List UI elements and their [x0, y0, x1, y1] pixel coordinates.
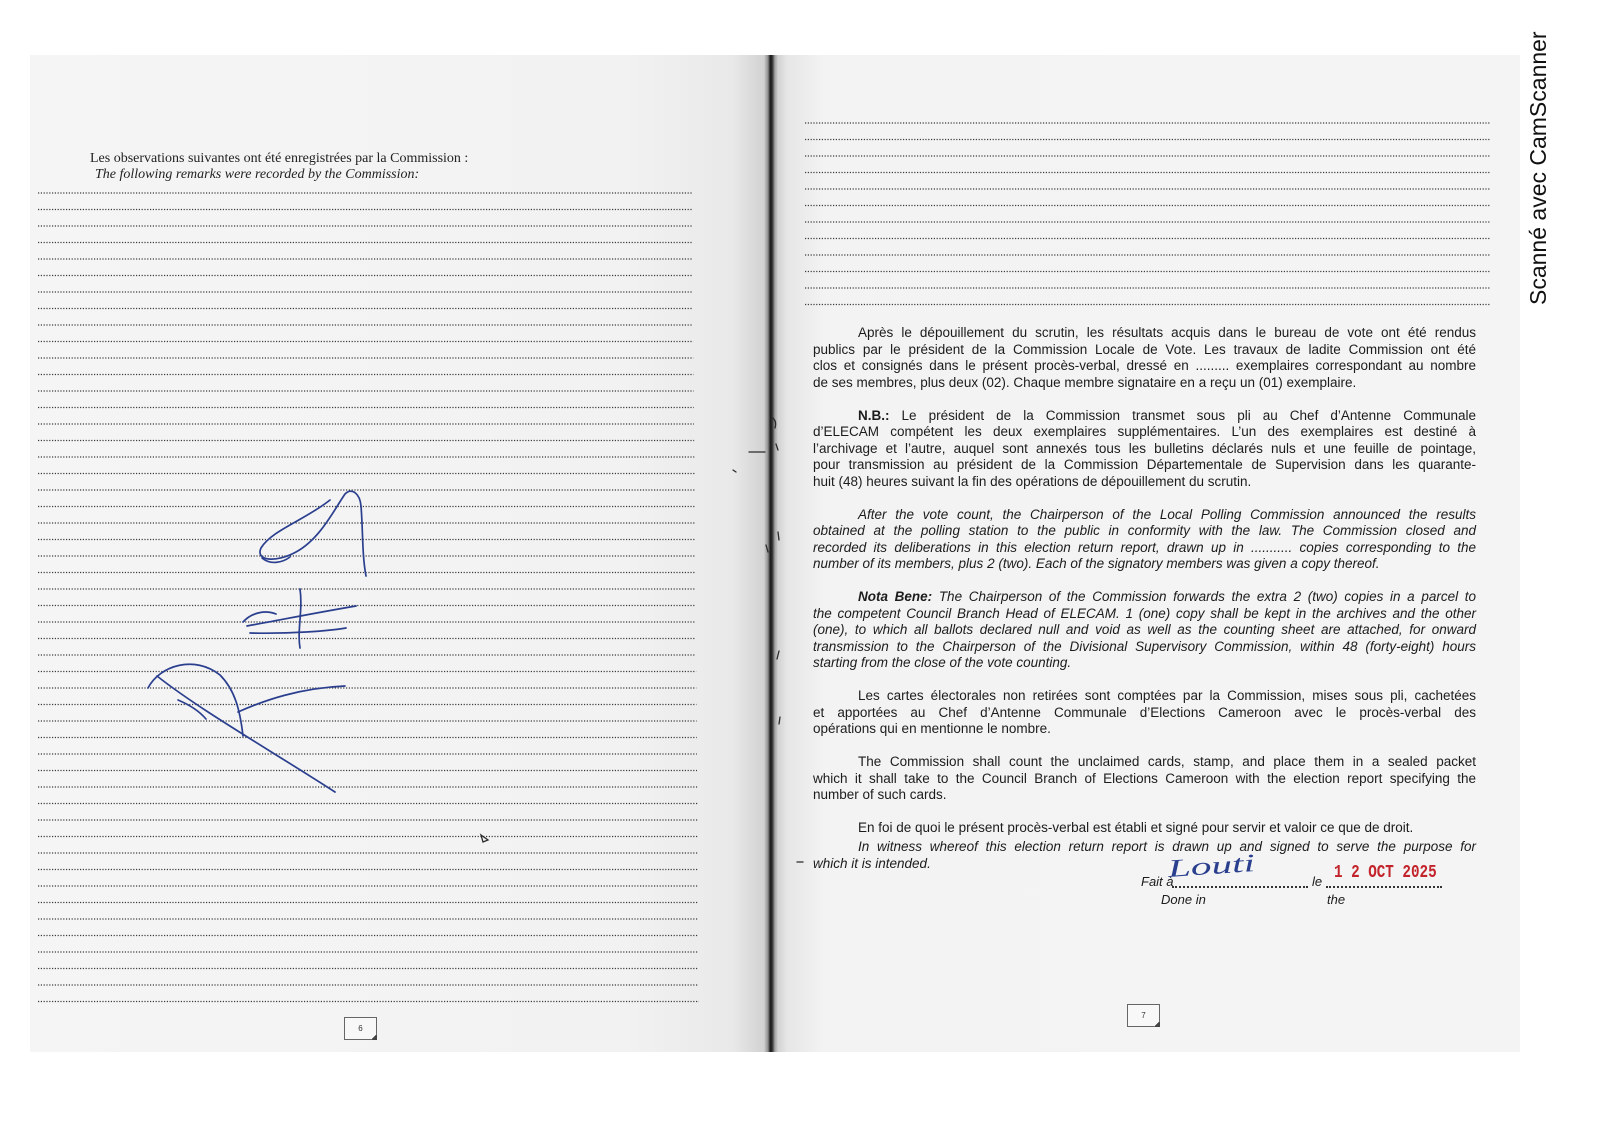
handwritten-stroke [250, 628, 346, 633]
text-line: et apportées au Chef d’Antenne Communale d’Elections Cameroon avec le procès-verbal des [813, 704, 1476, 720]
text-line: obtained at the polling station to the public in conformity with the law. The Commission closed and [813, 523, 1476, 538]
date-label-en: the [1327, 892, 1346, 907]
date-stamp: 1 2 OCT 2025 [1334, 861, 1437, 883]
place-label-fr: Fait à [1141, 874, 1174, 889]
text-line: opérations qui en mentionne le nombre. [813, 721, 1051, 736]
date-label-fr: le [1312, 874, 1323, 889]
line-text: Le président de la Commission transmet sous pli au Chef d’Antenne Communale [901, 407, 1476, 423]
cards-paragraph-en [813, 754, 1476, 804]
text-line: (one), to which all ballots declared null and void as well as the counting sheet are attached, for onward [813, 622, 1476, 637]
scan-speck [779, 717, 780, 724]
remarks-heading-fr: Les observations suivantes ont été enregistrées par la Commission : [90, 151, 469, 166]
nb-paragraph-en [813, 589, 1476, 672]
nota-bene-label: Nota Bene: [858, 589, 933, 604]
text-line: publics par le président de la Commission Locale de Vote. Les travaux de ladite Commission ont été [813, 341, 1476, 357]
scan-speck [778, 532, 779, 540]
scanner-watermark: Scanné avec CamScanner [1525, 31, 1551, 305]
handwritten-stroke [260, 491, 366, 576]
text-line: d’ELECAM compétent les deux exemplaires supplémentaires. L’un des exemplaires est destiné à [813, 424, 1476, 439]
text-line [813, 589, 1476, 606]
handwritten-stroke [157, 676, 335, 792]
nb-paragraph-fr [813, 408, 1476, 491]
witness-line-fr: En foi de quoi le présent procès-verbal est établi et signé pour servir et valoir ce que de droit. [858, 820, 1414, 835]
text-line: After the vote count, the Chairperson of the Local Polling Commission announced the results [858, 506, 1476, 522]
text-line: number of such cards. [813, 787, 947, 802]
text-line: transmission to the Chairperson of the Divisional Supervisory Commission, within 48 (forty-eight) hours [813, 638, 1476, 654]
text-line: clos et consignés dans le présent procès-verbal, dressé en ......... exemplaires correspondant au nombre [813, 358, 1476, 373]
scan-speck [776, 444, 778, 450]
text-line: l’archivage et l’autre, auquel sont annexés tous les bulletins déclarés nuls et une feuille de pointage, [813, 440, 1476, 456]
handwritten-place: Louti [1167, 849, 1256, 883]
page-number: 7 [1127, 1004, 1160, 1027]
text-line: pour transmission au président de la Commission Départementale de Supervision dans les quarante- [813, 457, 1476, 472]
text-line: Après le dépouillement du scrutin, les résultats acquis dans le bureau de vote ont été rendus [858, 325, 1476, 340]
text-line: the competent Council Branch Head of ELECAM. 1 (one) copy shall be kept in the archives and the other [813, 605, 1476, 621]
text-line: recorded its deliberations in this election return report, drawn up in ........... copies corresponding to the [813, 539, 1476, 555]
left-remark-lines [38, 193, 699, 1002]
date-fill-line [1326, 886, 1442, 888]
text-line: Les cartes électorales non retirées sont comptées par la Commission, mises sous pli, cachetées [858, 688, 1476, 703]
closing-paragraph-fr [813, 325, 1476, 391]
place-fill-line [1172, 886, 1308, 888]
right-remark-lines [805, 123, 1490, 305]
text-line: number of its members, plus 2 (two). Each of the signatory members was given a copy thereof. [813, 556, 1380, 571]
text-line: de ses membres, plus deux (02). Chaque membre signataire en a reçu un (01) exemplaire. [813, 374, 1357, 390]
page-number: 6 [344, 1017, 377, 1040]
closing-paragraph-en [813, 507, 1476, 573]
handwritten-stroke [247, 606, 356, 626]
scan-speck [733, 470, 736, 472]
scan-artifacts [481, 418, 803, 862]
text-line: starting from the close of the vote counting. [813, 655, 1072, 670]
text-line: huit (48) heures suivant la fin des opérations de dépouillement du scrutin. [813, 473, 1252, 489]
handwritten-stroke [178, 700, 206, 719]
scan-speck [766, 545, 768, 552]
witness-line-en: In witness whereof this election return report is drawn up and signed to serve the purpose for [858, 839, 1476, 854]
scan-speck [777, 651, 779, 659]
nb-label: N.B.: [858, 407, 890, 423]
scan-speck [773, 418, 776, 428]
handwritten-stroke [243, 612, 276, 622]
line-text: The Chairperson of the Commission forwards the extra 2 (two) copies in a parcel to [938, 589, 1476, 604]
remarks-heading-en: The following remarks were recorded by the Commission: [95, 167, 420, 182]
witness-line-en: which it is intended. [813, 855, 931, 871]
text-line [813, 408, 1476, 425]
report-body [813, 325, 1476, 889]
cards-paragraph-fr [813, 688, 1476, 738]
text-line: which it shall take to the Council Branch of Elections Cameroon with the election report specifying the [813, 770, 1476, 786]
handwritten-stroke [238, 686, 345, 712]
text-line: The Commission shall count the unclaimed cards, stamp, and place them in a sealed packet [858, 754, 1476, 769]
handwritten-marks [148, 491, 366, 792]
handwritten-stroke [299, 589, 301, 648]
place-label-en: Done in [1161, 892, 1206, 907]
